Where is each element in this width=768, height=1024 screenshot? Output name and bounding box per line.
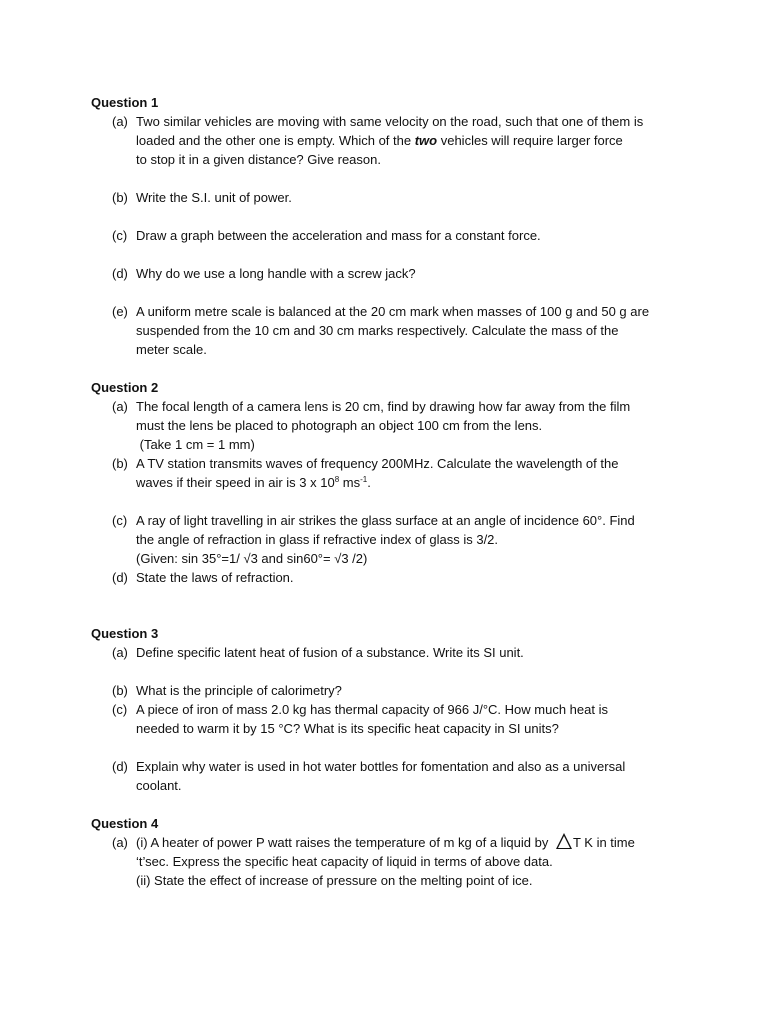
q3-c-line-1: A piece of iron of mass 2.0 kg has thermal capacity of 966 J/°C. How much heat is — [136, 702, 608, 717]
q1-a-line-1: Two similar vehicles are moving with same velocity on the road, such that one of them is — [136, 114, 644, 129]
question-3-heading: Question 3 — [91, 626, 159, 641]
q1-d-line-1: Why do we use a long handle with a screw jack? — [136, 266, 416, 281]
q3-c-line-2: needed to warm it by 15 °C? What is its specific heat capacity in SI units? — [136, 721, 559, 736]
q2-b-line-2 — [136, 473, 696, 492]
q2-d-label: (d) — [112, 570, 128, 585]
q1-e-line-3: meter scale. — [136, 342, 207, 357]
q3-d-line-2: coolant. — [136, 778, 182, 793]
question-1-heading: Question 1 — [91, 95, 159, 110]
q4-a-line-3: (ii) State the effect of increase of pressure on the melting point of ice. — [136, 873, 533, 888]
q2-a-line-2: must the lens be placed to photograph an object 100 cm from the lens. — [136, 418, 543, 433]
q2-b-line-2-unit: ms — [339, 475, 361, 490]
q2-b-line-1: A TV station transmits waves of frequency 200MHz. Calculate the wavelength of the — [136, 456, 619, 471]
q2-b-exponent-minus-1: -1 — [360, 475, 368, 484]
q4-a-label: (a) — [112, 835, 128, 850]
q2-c-line-1: A ray of light travelling in air strikes the glass surface at an angle of incidence 60°. Find — [136, 513, 635, 528]
q3-a-line-1: Define specific latent heat of fusion of a substance. Write its SI unit. — [136, 645, 524, 660]
q4-a-line-1-pre: (i) A heater of power P watt raises the temperature of m kg of a liquid by — [136, 835, 552, 850]
q3-b-line-1: What is the principle of calorimetry? — [136, 683, 342, 698]
q3-a-label: (a) — [112, 645, 128, 660]
q1-a-label: (a) — [112, 114, 128, 129]
q2-a-line-3: (Take 1 cm = 1 mm) — [136, 437, 255, 452]
q2-d-line-1: State the laws of refraction. — [136, 570, 294, 585]
delta-icon — [556, 833, 572, 849]
q1-c-line-1: Draw a graph between the acceleration and mass for a constant force. — [136, 228, 541, 243]
q2-a-line-1: The focal length of a camera lens is 20 cm, find by drawing how far away from the film — [136, 399, 631, 414]
q2-b-line-2-pre: waves if their speed in air is 3 x 10 — [136, 475, 335, 490]
q1-a-line-2-pre: loaded and the other one is empty. Which of the — [136, 133, 415, 148]
q1-b-line-1: Write the S.I. unit of power. — [136, 190, 292, 205]
q2-c-line-2: the angle of refraction in glass if refractive index of glass is 3/2. — [136, 532, 499, 547]
q1-e-line-1: A uniform metre scale is balanced at the 20 cm mark when masses of 100 g and 50 g are — [136, 304, 650, 319]
q1-d-label: (d) — [112, 266, 128, 281]
question-2-heading: Question 2 — [91, 380, 159, 395]
q2-b-exponent-8: 8 — [334, 475, 340, 484]
q2-c-line-3: (Given: sin 35°=1/ √3 and sin60°= √3 /2) — [136, 551, 368, 566]
q4-a-line-1 — [136, 833, 696, 852]
q2-c-label: (c) — [112, 513, 128, 528]
q2-b-label: (b) — [112, 456, 128, 471]
q3-d-line-1: Explain why water is used in hot water bottles for fomentation and also as a universal — [136, 759, 626, 774]
q3-b-label: (b) — [112, 683, 128, 698]
q1-e-line-2: suspended from the 10 cm and 30 cm marks respectively. Calculate the mass of the — [136, 323, 619, 338]
q1-a-line-2-post: vehicles will require larger force — [437, 133, 623, 148]
q1-c-label: (c) — [112, 228, 128, 243]
q2-b-line-2-post: . — [367, 475, 371, 490]
q1-a-line-2 — [136, 131, 696, 150]
question-4-heading: Question 4 — [91, 816, 159, 831]
q4-a-line-2: ‘t’sec. Express the specific heat capacity of liquid in terms of above data. — [136, 854, 553, 869]
q1-a-line-3: to stop it in a given distance? Give reason. — [136, 152, 381, 167]
q3-c-label: (c) — [112, 702, 128, 717]
q1-b-label: (b) — [112, 190, 128, 205]
q4-a-line-1-post: T K in time — [572, 835, 635, 850]
q3-d-label: (d) — [112, 759, 128, 774]
q1-e-label: (e) — [112, 304, 128, 319]
q2-a-label: (a) — [112, 399, 128, 414]
q1-a-emphasis-two: two — [414, 133, 438, 148]
